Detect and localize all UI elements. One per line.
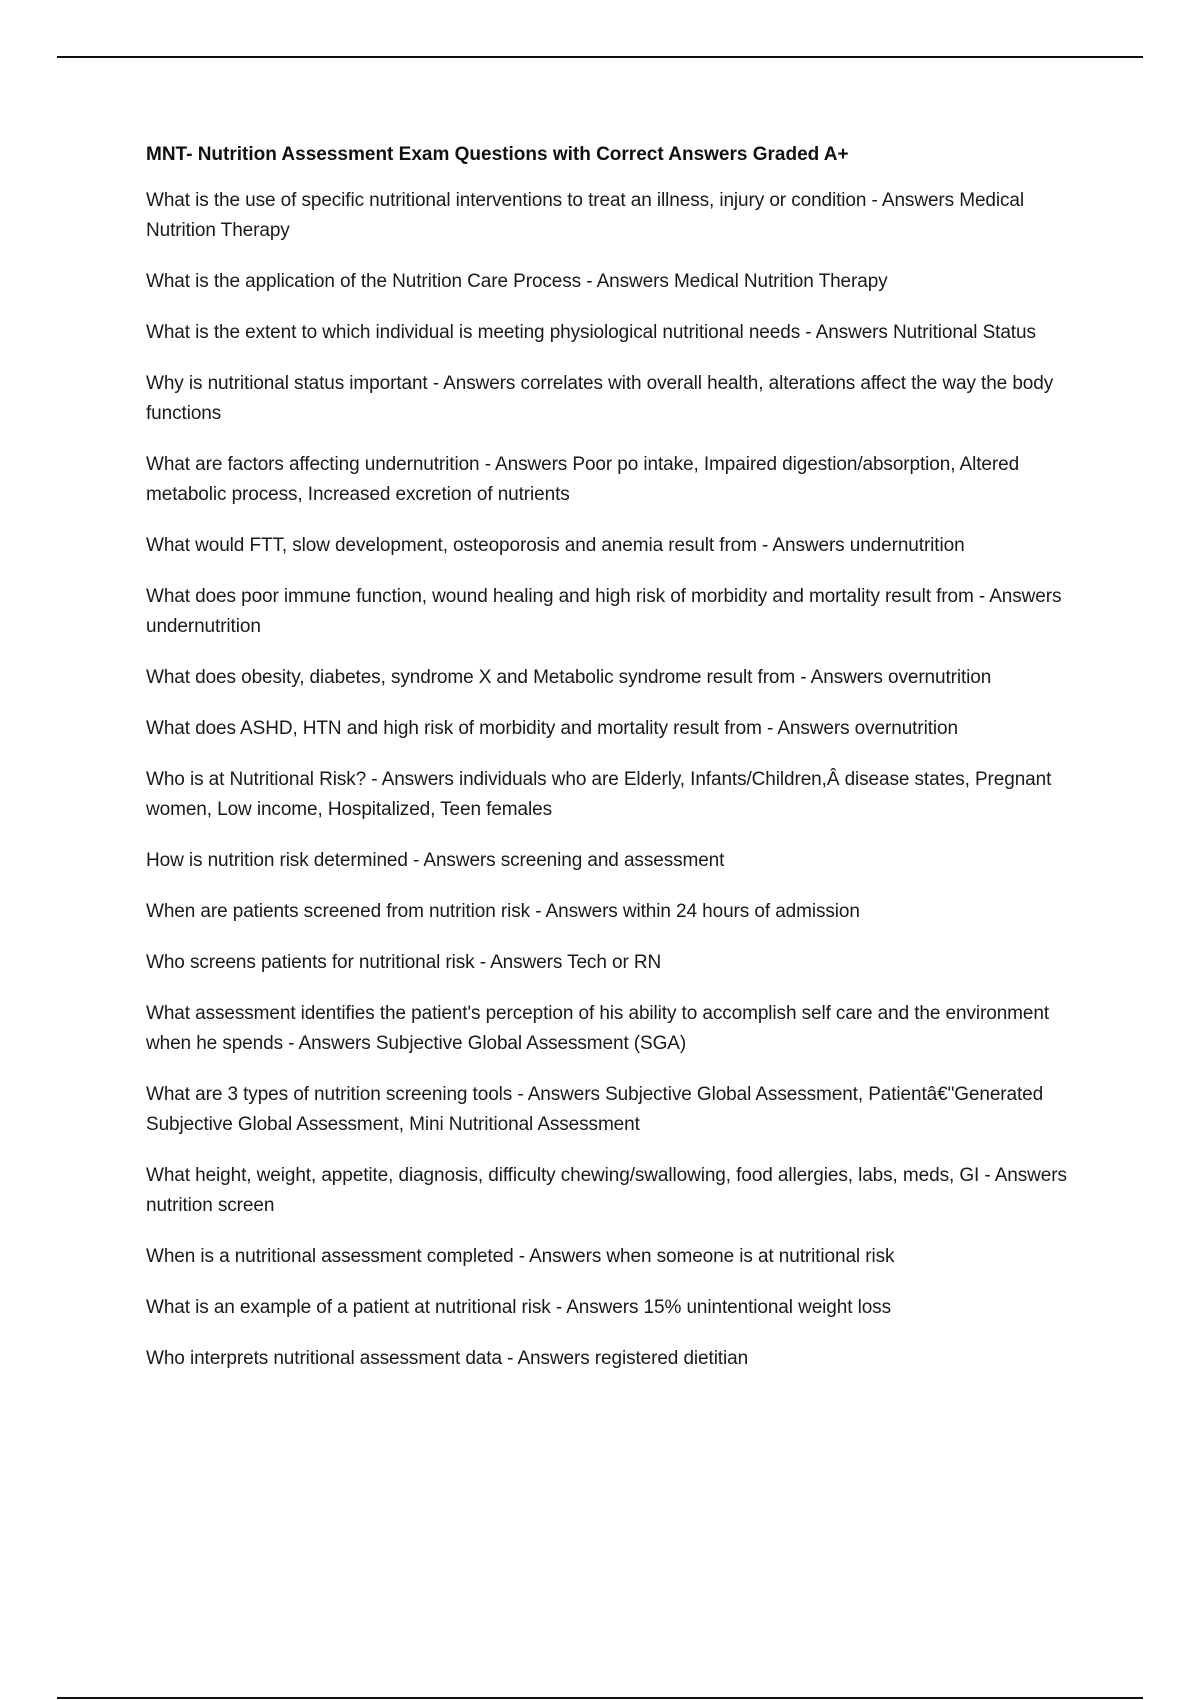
qa-item: What is the use of specific nutritional interventions to treat an illness, injury or condition - Answers Medical Nutrition Therapy bbox=[146, 190, 1024, 241]
qa-item: What is an example of a patient at nutritional risk - Answers 15% unintentional weight loss bbox=[146, 1297, 891, 1318]
qa-item: Who is at Nutritional Risk? - Answers individuals who are Elderly, Infants/Children,Â disease states, Pregnant women, Low income, Hospitalized, Teen females bbox=[146, 769, 1052, 820]
document-body bbox=[146, 140, 1096, 1395]
document-title: MNT- Nutrition Assessment Exam Questions with Correct Answers Graded A+ bbox=[146, 144, 849, 165]
qa-item: What are 3 types of nutrition screening tools - Answers Subjective Global Assessment, Patientâ€"Generated Subjective Global Assessment, Mini Nutritional Assessment bbox=[146, 1084, 1044, 1135]
qa-item: What are factors affecting undernutrition - Answers Poor po intake, Impaired digestion/absorption, Altered metabolic process, Increased excretion of nutrients bbox=[146, 454, 1020, 505]
qa-item: When is a nutritional assessment completed - Answers when someone is at nutritional risk bbox=[146, 1246, 895, 1267]
qa-item: What is the application of the Nutrition Care Process - Answers Medical Nutrition Therapy bbox=[146, 271, 888, 292]
qa-item: What does obesity, diabetes, syndrome X and Metabolic syndrome result from - Answers overnutrition bbox=[146, 667, 992, 688]
footer-rule bbox=[57, 1697, 1143, 1699]
header-rule bbox=[57, 56, 1143, 58]
qa-item: What is the extent to which individual is meeting physiological nutritional needs - Answers Nutritional Status bbox=[146, 322, 1036, 343]
qa-item: What assessment identifies the patient's perception of his ability to accomplish self care and the environment when he spends - Answers Subjective Global Assessment (SGA) bbox=[146, 1003, 1049, 1054]
qa-item: What does poor immune function, wound healing and high risk of morbidity and mortality result from - Answers undernutrition bbox=[146, 586, 1062, 637]
qa-item: When are patients screened from nutrition risk - Answers within 24 hours of admission bbox=[146, 901, 860, 922]
qa-item: What does ASHD, HTN and high risk of morbidity and mortality result from - Answers overnutrition bbox=[146, 718, 958, 739]
qa-item: What would FTT, slow development, osteoporosis and anemia result from - Answers undernutrition bbox=[146, 535, 965, 556]
qa-item: How is nutrition risk determined - Answers screening and assessment bbox=[146, 850, 725, 871]
qa-item: Who screens patients for nutritional risk - Answers Tech or RN bbox=[146, 952, 662, 973]
qa-item: What height, weight, appetite, diagnosis, difficulty chewing/swallowing, food allergies, labs, meds, GI - Answers nutrition screen bbox=[146, 1165, 1067, 1216]
qa-item: Who interprets nutritional assessment data - Answers registered dietitian bbox=[146, 1348, 749, 1369]
qa-item: Why is nutritional status important - Answers correlates with overall health, alterations affect the way the body functions bbox=[146, 373, 1054, 424]
